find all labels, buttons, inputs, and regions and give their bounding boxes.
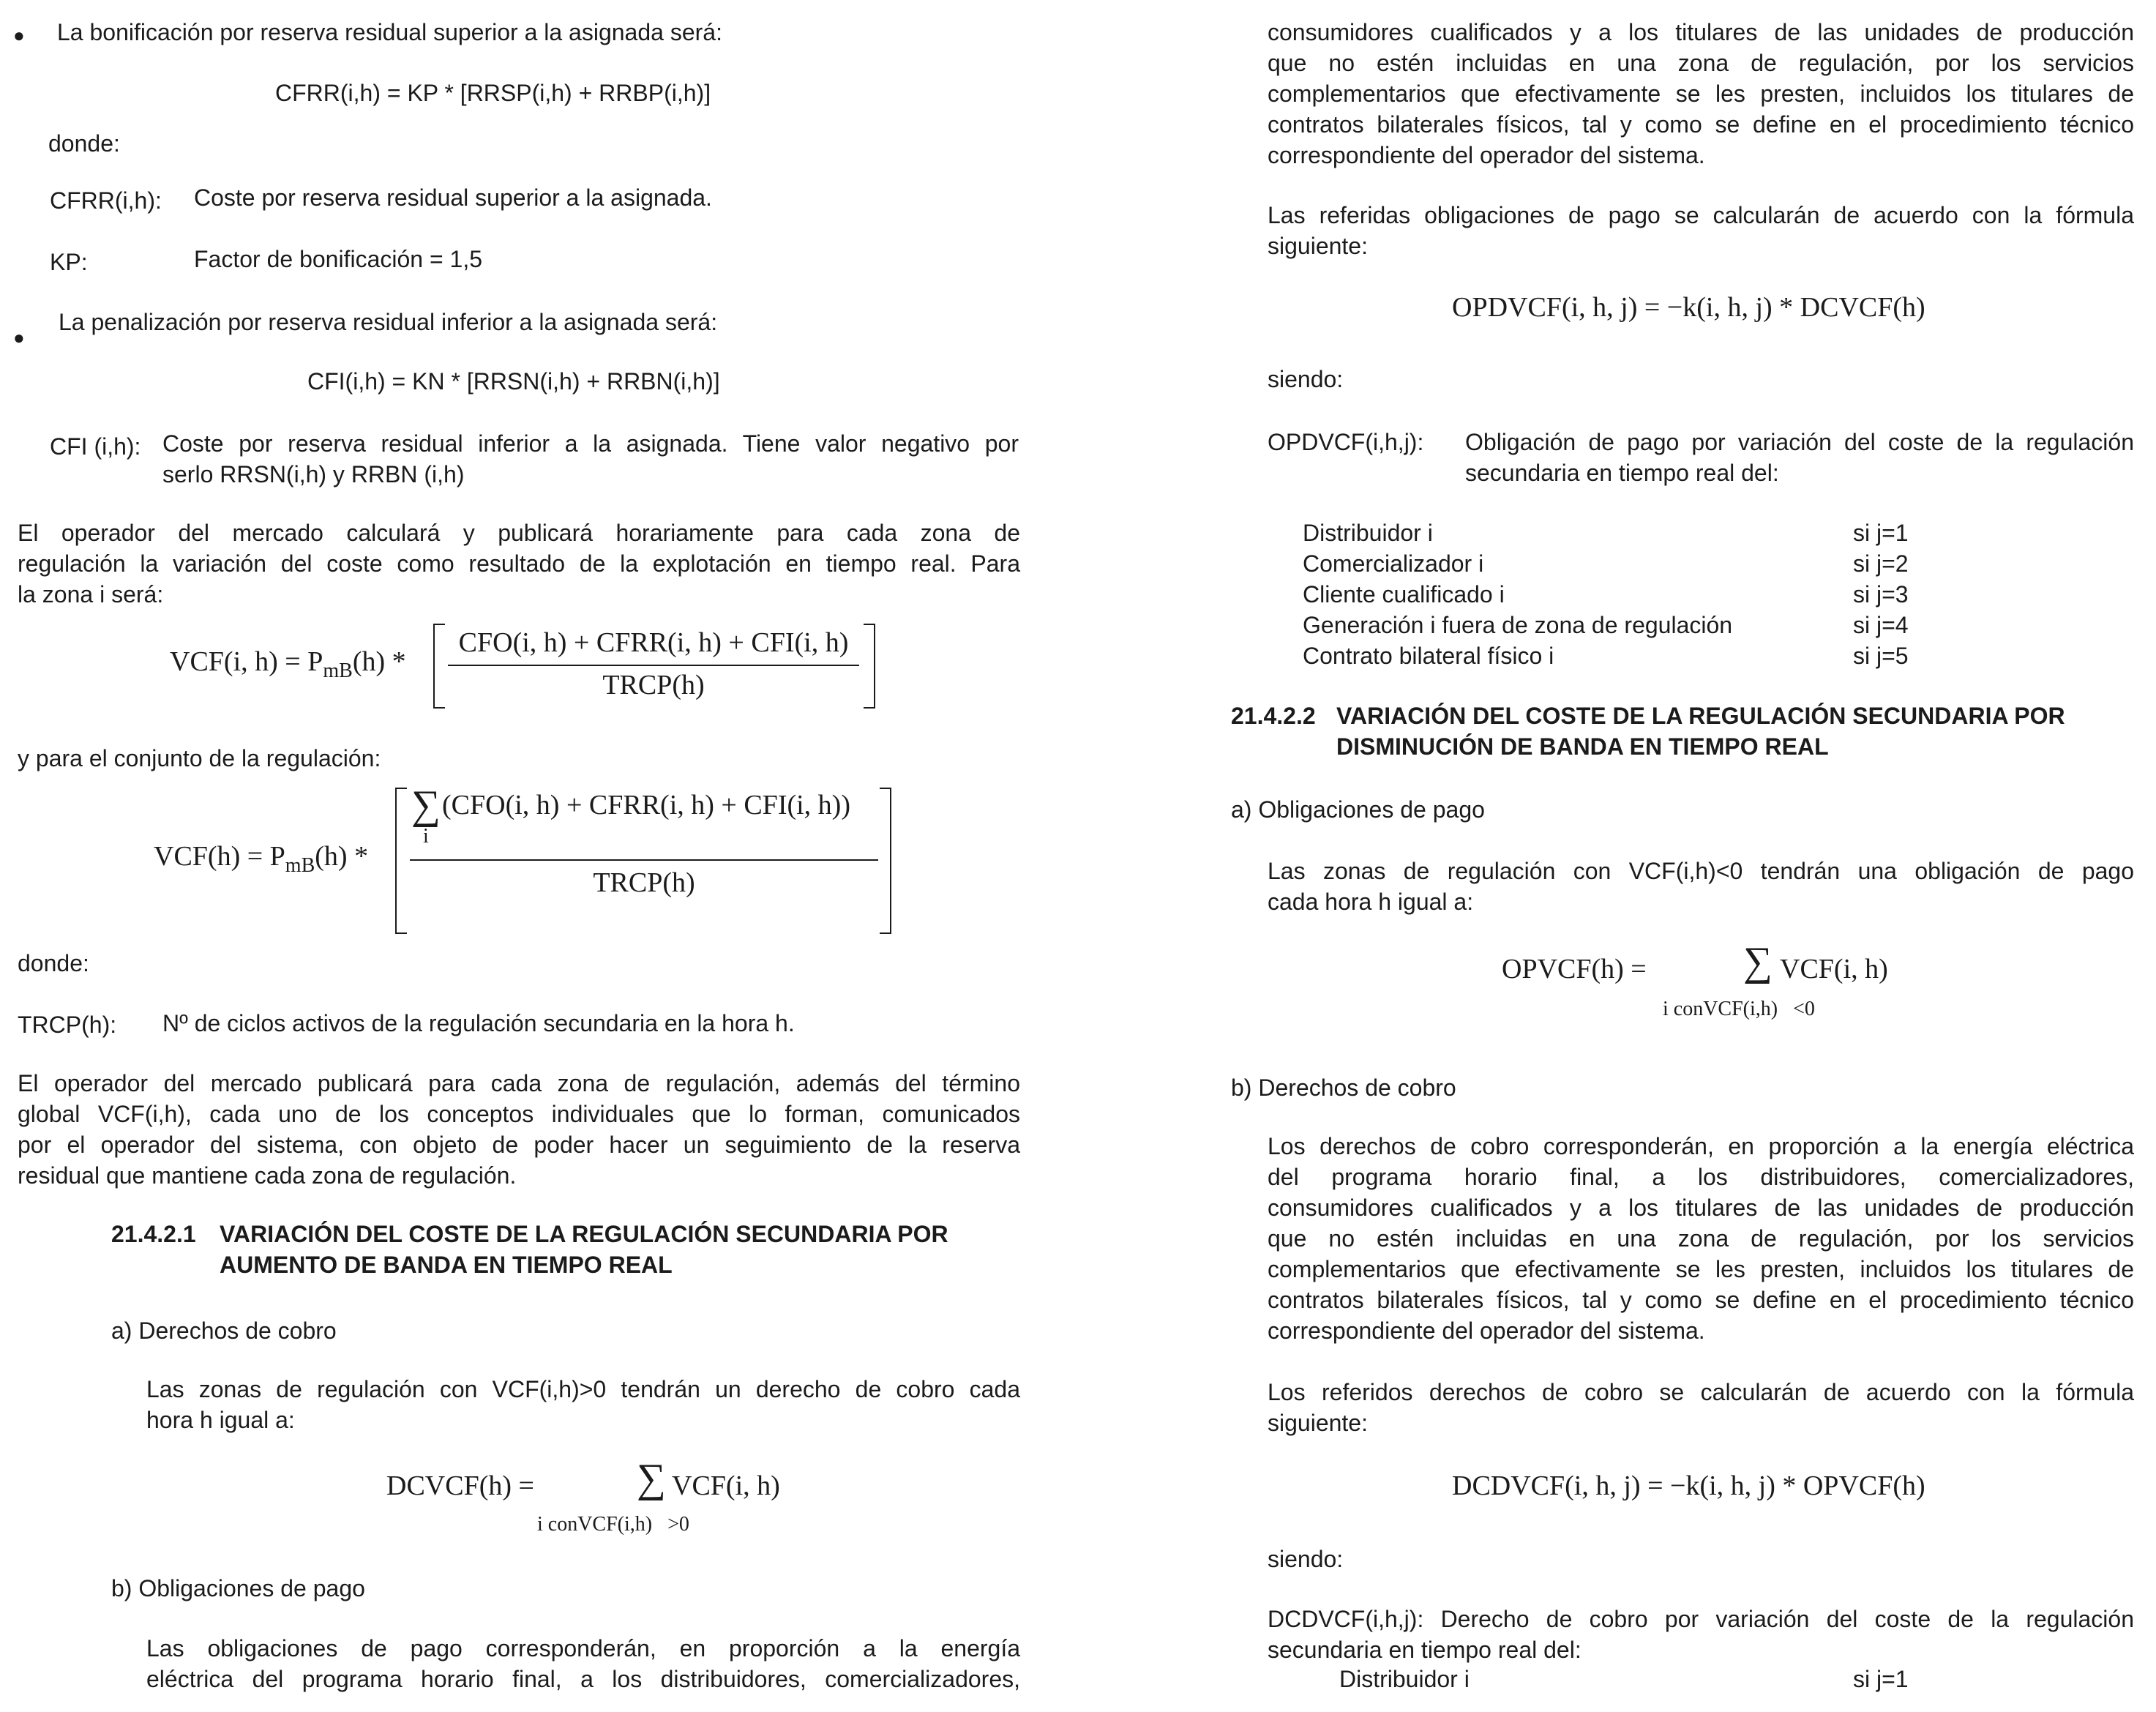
paragraph-line: Las obligaciones de pago corresponderán, en proporción a la energía	[146, 1635, 1020, 1661]
formula-cfrr: CFRR(i,h) = KP * [RRSP(i,h) + RRBP(i,h)]	[275, 80, 711, 106]
eq-lhs-mid: (h) *	[315, 841, 369, 872]
paragraph-line: que no estén incluidas en una zona de regulación, por los servicios	[1268, 1225, 2134, 1252]
definition-desc: serlo RRSN(i,h) y RRBN (i,h)	[162, 461, 465, 487]
eq-subscript: mB	[323, 659, 353, 682]
bullet-text: La penalización por reserva residual inferior a la asignada será:	[59, 309, 718, 335]
section-number: 21.4.2.1	[111, 1221, 196, 1247]
eq-lhs: OPVCF(h) =	[1502, 954, 1647, 984]
formula-opdvcf: OPDVCF(i, h, j) = −k(i, h, j) * DCVCF(h)	[1452, 292, 1925, 323]
section-title: VARIACIÓN DEL COSTE DE LA REGULACIÓN SECUNDARIA POR	[1336, 703, 2065, 729]
section-title: AUMENTO DE BANDA EN TIEMPO REAL	[220, 1252, 673, 1278]
formula-dcdvcf: DCDVCF(i, h, j) = −k(i, h, j) * OPVCF(h)	[1452, 1470, 1925, 1501]
siendo-label: siendo:	[1268, 366, 1344, 392]
fraction-bar	[410, 859, 878, 861]
eq-denominator: TRCP(h)	[602, 670, 705, 700]
eq-lhs-mid: (h) *	[352, 646, 406, 677]
list-item-name: Distribuidor i	[1303, 520, 1433, 546]
list-item-name: Generación i fuera de zona de regulación	[1303, 612, 1733, 638]
paragraph-line: contratos bilaterales físicos, tal y como se define en el procedimiento técnico	[1268, 1287, 2134, 1313]
definition-term: CFI (i,h):	[50, 433, 141, 460]
list-item-cond: si j=2	[1853, 550, 1909, 577]
eq-denominator: TRCP(h)	[593, 867, 695, 898]
bracket-right	[880, 788, 891, 934]
bullet-icon: ●	[13, 326, 25, 348]
donde-label: donde:	[18, 950, 89, 976]
list-item-name: Distribuidor i	[1339, 1666, 1470, 1692]
eq-numerator: (CFO(i, h) + CFRR(i, h) + CFI(i, h))	[442, 790, 850, 821]
paragraph-line: El operador del mercado publicará para cada zona de regulación, además del término	[18, 1070, 1020, 1096]
definition-desc: Factor de bonificación = 1,5	[194, 246, 483, 272]
paragraph-line: y para el conjunto de la regulación:	[18, 745, 381, 771]
bullet-text: La bonificación por reserva residual superior a la asignada será:	[57, 19, 722, 45]
formula-cfi: CFI(i,h) = KN * [RRSN(i,h) + RRBN(i,h)]	[307, 368, 720, 395]
list-item-name: Comercializador i	[1303, 550, 1484, 577]
paragraph-line: correspondiente del operador del sistema.	[1268, 1317, 1705, 1344]
definition-desc: secundaria en tiempo real del:	[1465, 460, 1779, 486]
subsection-label: a) Derechos de cobro	[111, 1317, 337, 1344]
subsection-label: b) Derechos de cobro	[1231, 1074, 1456, 1101]
definition-desc: Obligación de pago por variación del coste de la regulación	[1465, 429, 2134, 455]
sum-sign: ∑	[411, 782, 441, 828]
eq-rhs: VCF(i, h)	[1780, 954, 1888, 984]
fraction-bar	[448, 665, 859, 666]
list-item-cond: si j=3	[1853, 581, 1909, 608]
paragraph-line: que no estén incluidas en una zona de regulación, por los servicios	[1268, 50, 2134, 76]
paragraph-line: El operador del mercado calculará y publicará horariamente para cada zona de	[18, 520, 1020, 546]
definition-term: CFRR(i,h):	[50, 187, 162, 214]
sum-index: i conVCF(i,h) <0	[1663, 998, 1815, 1020]
bracket-left	[395, 788, 407, 934]
list-item-cond: si j=1	[1853, 1666, 1909, 1692]
eq-rhs: VCF(i, h)	[672, 1470, 780, 1501]
definition-desc: Nº de ciclos activos de la regulación secundaria en la hora h.	[162, 1010, 795, 1036]
paragraph-line: hora h igual a:	[146, 1407, 295, 1433]
bracket-right	[864, 624, 875, 709]
paragraph-line: residual que mantiene cada zona de regulación.	[18, 1162, 517, 1189]
eq-lhs: DCVCF(h) =	[386, 1470, 534, 1501]
definition-term: KP:	[50, 249, 88, 275]
eq-lhs-text: VCF(h) = P	[154, 841, 285, 872]
paragraph-line: Las zonas de regulación con VCF(i,h)<0 tendrán una obligación de pago	[1268, 858, 2134, 884]
paragraph-line: siguiente:	[1268, 1410, 1368, 1436]
paragraph-line: contratos bilaterales físicos, tal y como se define en el procedimiento técnico	[1268, 111, 2134, 138]
paragraph-line: siguiente:	[1268, 233, 1368, 259]
section-title: DISMINUCIÓN DE BANDA EN TIEMPO REAL	[1336, 733, 1829, 760]
paragraph-line: Las zonas de regulación con VCF(i,h)>0 tendrán un derecho de cobro cada	[146, 1376, 1020, 1402]
sum-sign: ∑	[1743, 939, 1773, 984]
definition-line: DCDVCF(i,h,j): Derecho de cobro por variación del coste de la regulación	[1268, 1606, 2134, 1632]
paragraph-line: cada hora h igual a:	[1268, 889, 1474, 915]
donde-label: donde:	[48, 130, 120, 157]
paragraph-line: regulación la variación del coste como resultado de la explotación en tiempo real. Para	[18, 550, 1020, 577]
paragraph-line: eléctrica del programa horario final, a los distribuidores, comercializadores,	[146, 1666, 1020, 1692]
list-item-cond: si j=5	[1853, 643, 1909, 669]
siendo-label: siendo:	[1268, 1546, 1344, 1572]
paragraph-line: global VCF(i,h), cada uno de los conceptos individuales que lo forman, comunicados	[18, 1101, 1020, 1127]
list-item-name: Contrato bilateral físico i	[1303, 643, 1554, 669]
paragraph-line: consumidores cualificados y a los titulares de las unidades de producción	[1268, 19, 2134, 45]
paragraph-line: correspondiente del operador del sistema.	[1268, 142, 1705, 168]
eq-subscript: mB	[285, 854, 315, 877]
list-item-cond: si j=4	[1853, 612, 1909, 638]
bullet-icon: ●	[13, 24, 25, 46]
definition-desc: Coste por reserva residual inferior a la asignada. Tiene valor negativo por	[162, 430, 1019, 457]
list-item-cond: si j=1	[1853, 520, 1909, 546]
sum-index: i	[423, 825, 429, 848]
definition-term: TRCP(h):	[18, 1012, 117, 1038]
definition-desc: Coste por reserva residual superior a la asignada.	[194, 184, 712, 211]
subsection-label: a) Obligaciones de pago	[1231, 796, 1485, 823]
eq-lhs	[170, 647, 406, 686]
section-number: 21.4.2.2	[1231, 703, 1316, 729]
sum-sign: ∑	[637, 1456, 666, 1501]
paragraph-line: complementarios que efectivamente se les presten, incluidos los titulares de	[1268, 1256, 2134, 1282]
eq-lhs-text: VCF(i, h) = P	[170, 646, 323, 677]
eq-lhs	[154, 842, 368, 881]
paragraph-line: del programa horario final, a los distribuidores, comercializadores,	[1268, 1164, 2134, 1190]
paragraph-line: Las referidas obligaciones de pago se calcularán de acuerdo con la fórmula	[1268, 202, 2134, 228]
paragraph-line: Los derechos de cobro corresponderán, en proporción a la energía eléctrica	[1268, 1133, 2134, 1159]
paragraph-line: complementarios que efectivamente se les presten, incluidos los titulares de	[1268, 81, 2134, 107]
eq-numerator: CFO(i, h) + CFRR(i, h) + CFI(i, h)	[458, 627, 849, 658]
paragraph-line: consumidores cualificados y a los titulares de las unidades de producción	[1268, 1195, 2134, 1221]
definition-line: secundaria en tiempo real del:	[1268, 1637, 1582, 1663]
definition-term: OPDVCF(i,h,j):	[1268, 429, 1424, 455]
subsection-label: b) Obligaciones de pago	[111, 1575, 365, 1601]
paragraph-line: la zona i será:	[18, 581, 164, 608]
section-title: VARIACIÓN DEL COSTE DE LA REGULACIÓN SECUNDARIA POR	[220, 1221, 948, 1247]
sum-index: i conVCF(i,h) >0	[537, 1513, 689, 1536]
list-item-name: Cliente cualificado i	[1303, 581, 1505, 608]
paragraph-line: por el operador del sistema, con objeto de poder hacer un seguimiento de la reserva	[18, 1132, 1020, 1158]
paragraph-line: Los referidos derechos de cobro se calcularán de acuerdo con la fórmula	[1268, 1379, 2134, 1405]
